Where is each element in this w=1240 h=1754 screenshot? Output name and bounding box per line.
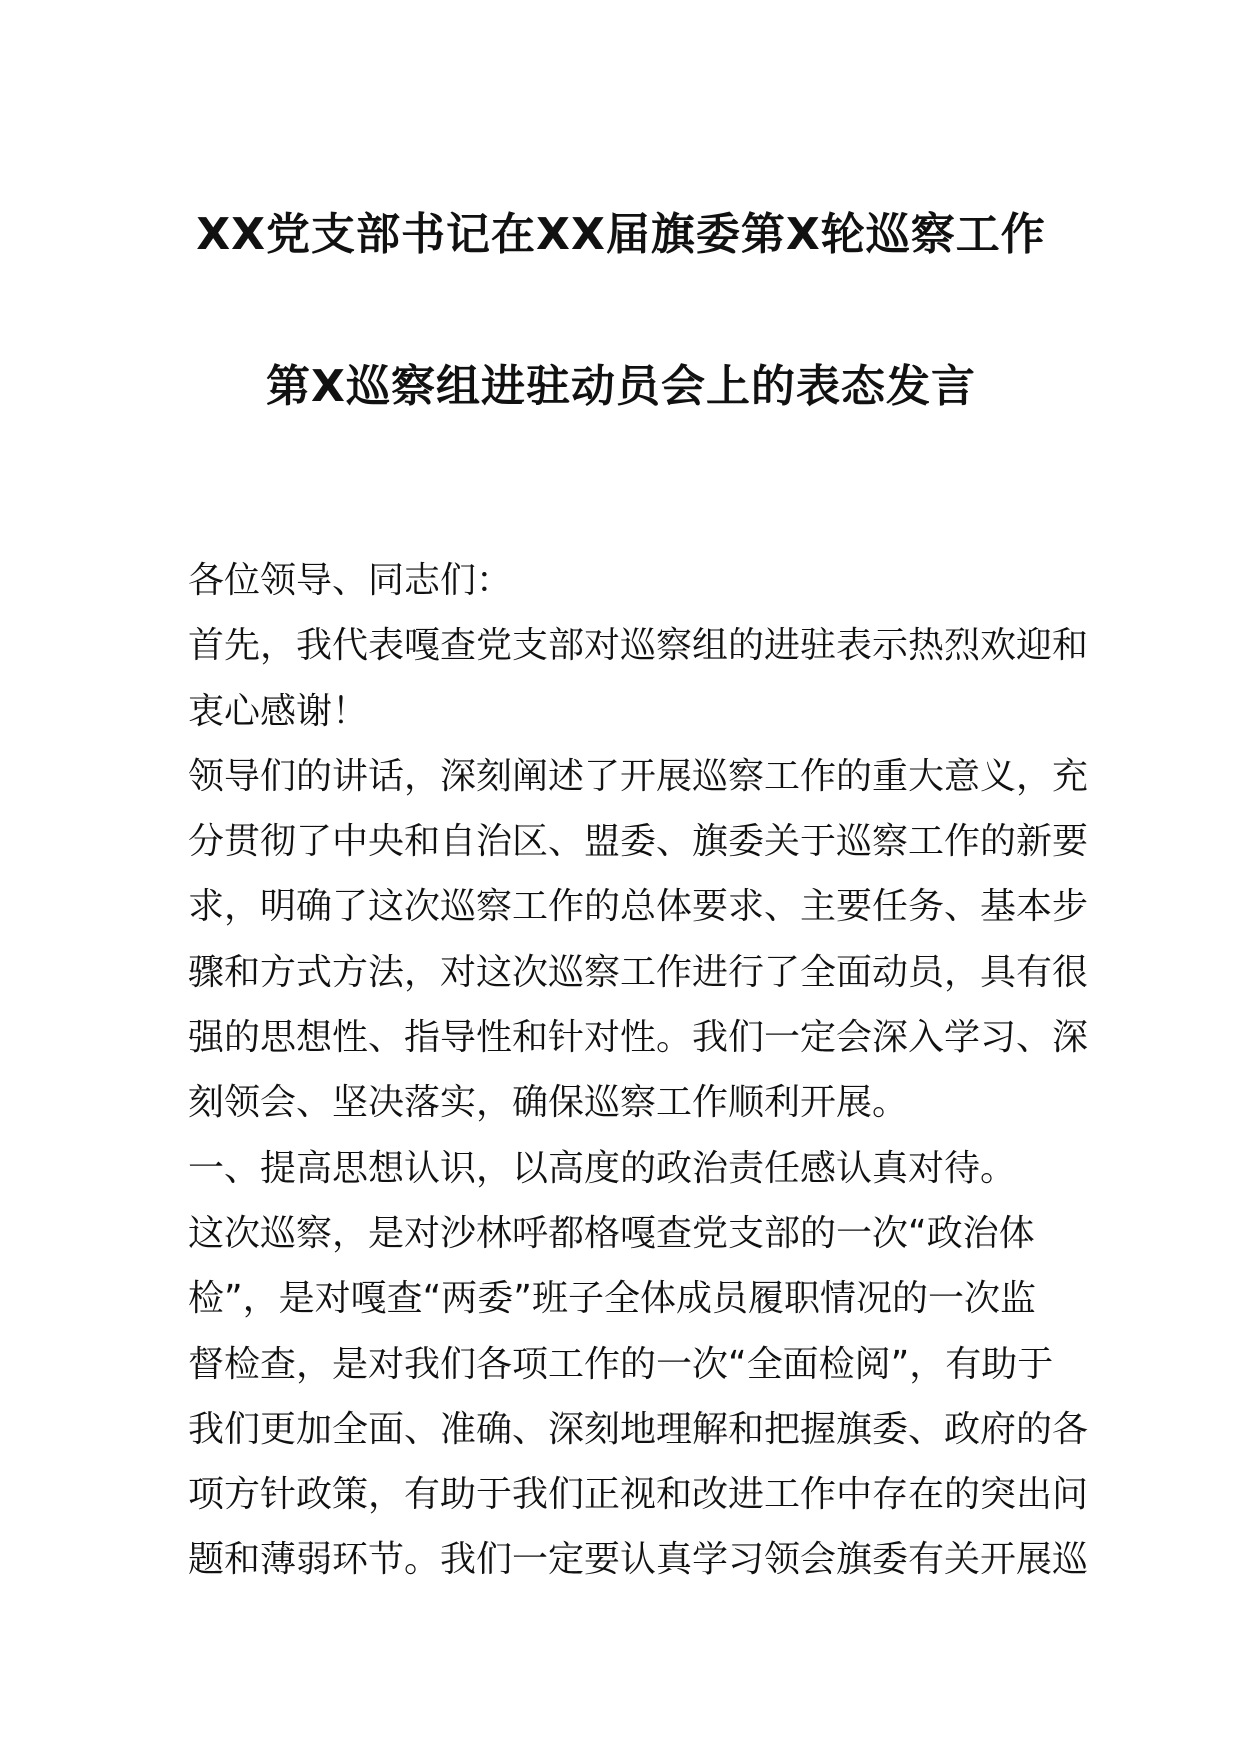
body-line: 刻领会、坚决落实，确保巡察工作顺利开展。 <box>188 1082 909 1124</box>
body-line: 领导们的讲话，深刻阐述了开展巡察工作的重大意义，充 <box>188 755 1089 797</box>
body-line: 我们更加全面、准确、深刻地理解和把握旗委、政府的各 <box>188 1408 1089 1450</box>
body-line: 求，明确了这次巡察工作的总体要求、主要任务、基本步 <box>188 886 1089 928</box>
body-line: 衷心感谢！ <box>188 690 369 732</box>
section-heading: 一、提高思想认识，以高度的政治责任感认真对待。 <box>188 1147 1017 1189</box>
document-title-line-2: 第X巡察组进驻动员会上的表态发言 <box>266 361 976 412</box>
document-title-line-1: XX党支部书记在XX届旗委第X轮巡察工作 <box>196 209 1046 260</box>
body-line: 项方针政策，有助于我们正视和改进工作中存在的突出问 <box>188 1474 1089 1516</box>
body-line-salutation: 各位领导、同志们： <box>188 560 513 601</box>
body-line: 强的思想性、指导性和针对性。我们一定会深入学习、深 <box>188 1017 1089 1059</box>
body-line: 骤和方式方法，对这次巡察工作进行了全面动员，具有很 <box>188 951 1089 993</box>
body-line: 督检查，是对我们各项工作的一次“全面检阅”，有助于 <box>188 1343 1054 1385</box>
body-line: 这次巡察，是对沙林呼都格嘎查党支部的一次“政治体 <box>188 1212 1035 1254</box>
body-line: 检”，是对嘎查“两委”班子全体成员履职情况的一次监 <box>188 1278 1036 1320</box>
body-line: 题和薄弱环节。我们一定要认真学习领会旗委有关开展巡 <box>188 1539 1089 1581</box>
body-line: 分贯彻了中央和自治区、盟委、旗委关于巡察工作的新要 <box>188 821 1089 863</box>
document-body <box>188 548 1089 1593</box>
body-line: 首先，我代表嘎查党支部对巡察组的进驻表示热烈欢迎和 <box>188 625 1089 667</box>
